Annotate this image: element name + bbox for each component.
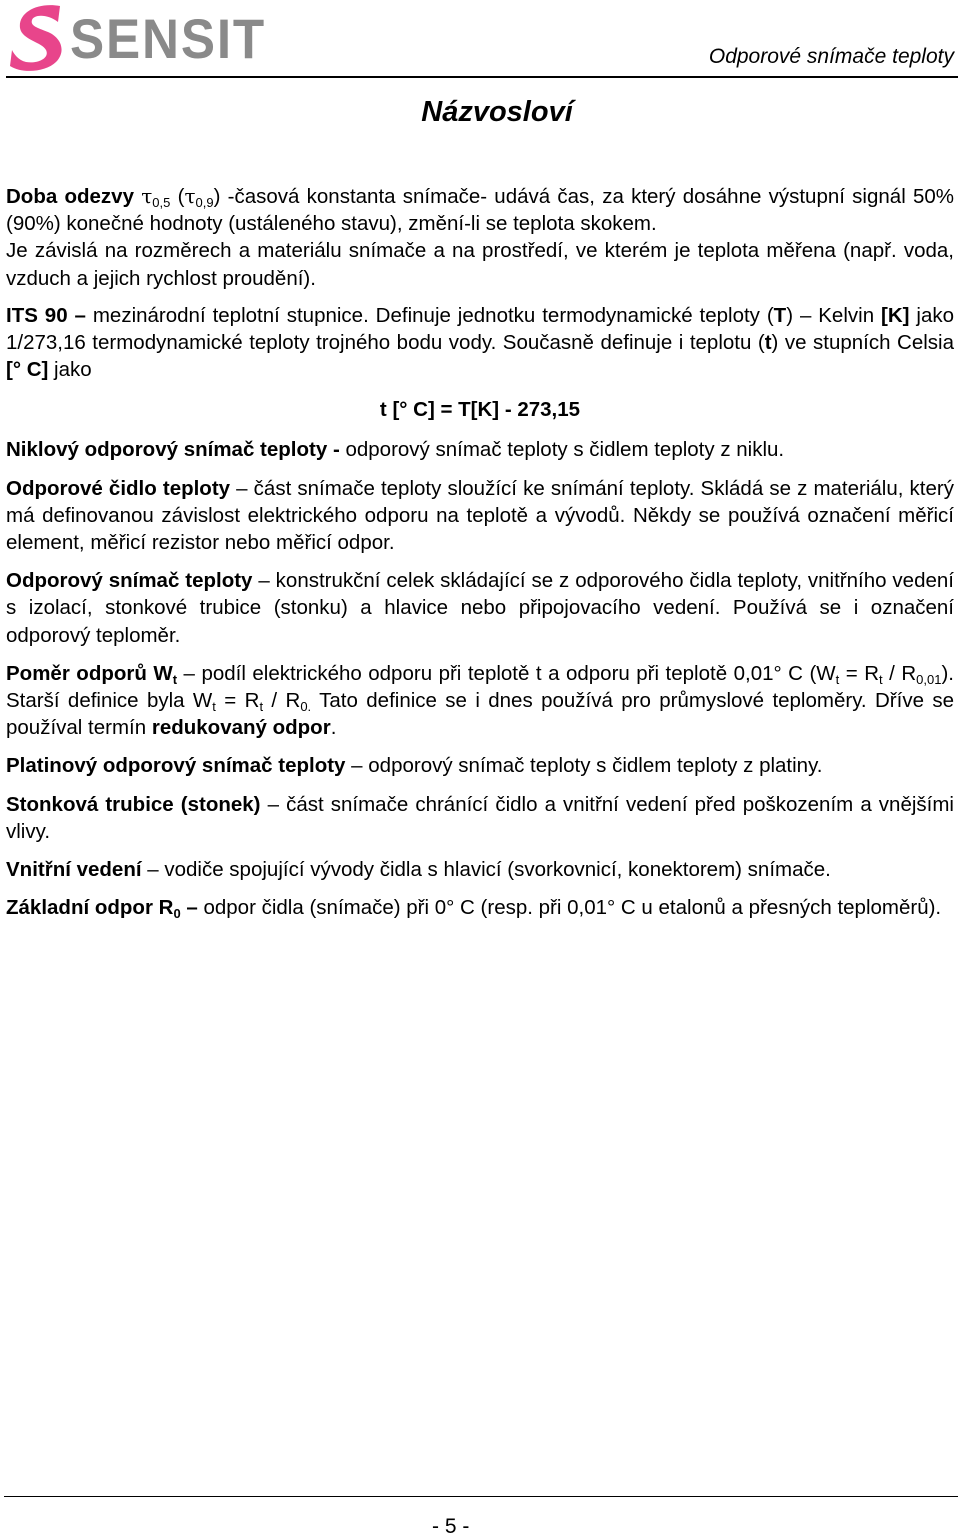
- entry-pomer-odporu: Poměr odporů $W_t$ – podíl elektrického odporu při teplotě t a odporu při teplotě 0,01° C $(W_t = R_t / R_{0,01})$. Starší definice byla $W_t = R_t / R_{0.}$ Tato definice se i dnes používá pro průmyslové teploměry. Dříve se používal termín redukovaný odpor.: [6, 661, 954, 740]
- entry-doba-odezvy: Doba odezvy $\tau_{0,5}$ $(\tau_{0,9})$ -časová konstanta snímače- udává čas, za který dosáhne výstupní signál 50% (90%) konečné hodnoty (ustáleného stavu), změní-li se teplota skokem.: [6, 184, 955, 236]
- entry-odporovy-snimac: Odporový snímač teploty – konstrukční celek skládající se z odporového čidla teploty, vnitřního vedení s izolací, stonkové trubice (stonku) a hlavice nebo připojovacího vedení. Používá se i označení odporový teploměr.: [6, 569, 954, 647]
- entry-doba-odezvy-note: Je závislá na rozměrech a materiálu snímače a na prostředí, ve kterém je teplota měřena (např. voda, vzduch a jejich rychlost proudění).: [6, 239, 954, 290]
- entry-zakladni-odpor: Základní odpor $R_0$ – odpor čidla (snímače) při 0° C (resp. při 0,01° C u etalonů a přesných teploměrů).: [6, 896, 942, 922]
- glossary-content: [6, 183, 954, 932]
- entry-its90: ITS 90 – mezinárodní teplotní stupnice. Definuje jednotku termodynamické teploty (T) – Kelvin [K] jako 1/273,16 termodynamické teploty trojného bodu vody. Současně definuje i teplotu (t) ve stupních Celsia [° C] jako: [6, 303, 955, 382]
- header-divider: [6, 76, 958, 78]
- term: Doba odezvy: [6, 185, 134, 208]
- entry-odporove-cidlo: Odporové čidlo teploty – část snímače teploty sloužící ke snímání teploty. Skládá se z materiálu, který má definovanou závislost elektrického odporu na teplotě a vývodů. Někdy se používá označení měřicí element, měřicí rezistor nebo měřicí odpor.: [6, 476, 954, 555]
- page-number: - 5 -: [432, 1515, 470, 1538]
- logo-mark-icon: [10, 5, 62, 71]
- page-title: Názvosloví: [421, 96, 573, 128]
- sensit-logo: [8, 2, 270, 72]
- celsius-formula: t [° C] = T[K] - 273,15: [379, 398, 581, 422]
- entry-niklovy-snimac: Niklový odporový snímač teploty - odporový snímač teploty s čidlem teploty z niklu.: [6, 438, 785, 462]
- entry-vnitrni-vedeni: Vnitřní vedení – vodiče spojující vývody čidla s hlavicí (svorkovnicí, konektorem) snímače.: [6, 858, 831, 882]
- entry-platinovy-snimac: Platinový odporový snímač teploty – odporový snímač teploty s čidlem teploty z platiny.: [6, 754, 823, 778]
- logo-wordmark: SENSIT: [70, 7, 266, 70]
- footer-divider: [4, 1496, 958, 1497]
- document-title: Odporové snímače teploty: [708, 45, 954, 68]
- entry-stonkova-trubice: Stonková trubice (stonek) – část snímače chránící čidlo a vnitřní vedení před poškozením a vnějšími vlivy.: [6, 792, 954, 843]
